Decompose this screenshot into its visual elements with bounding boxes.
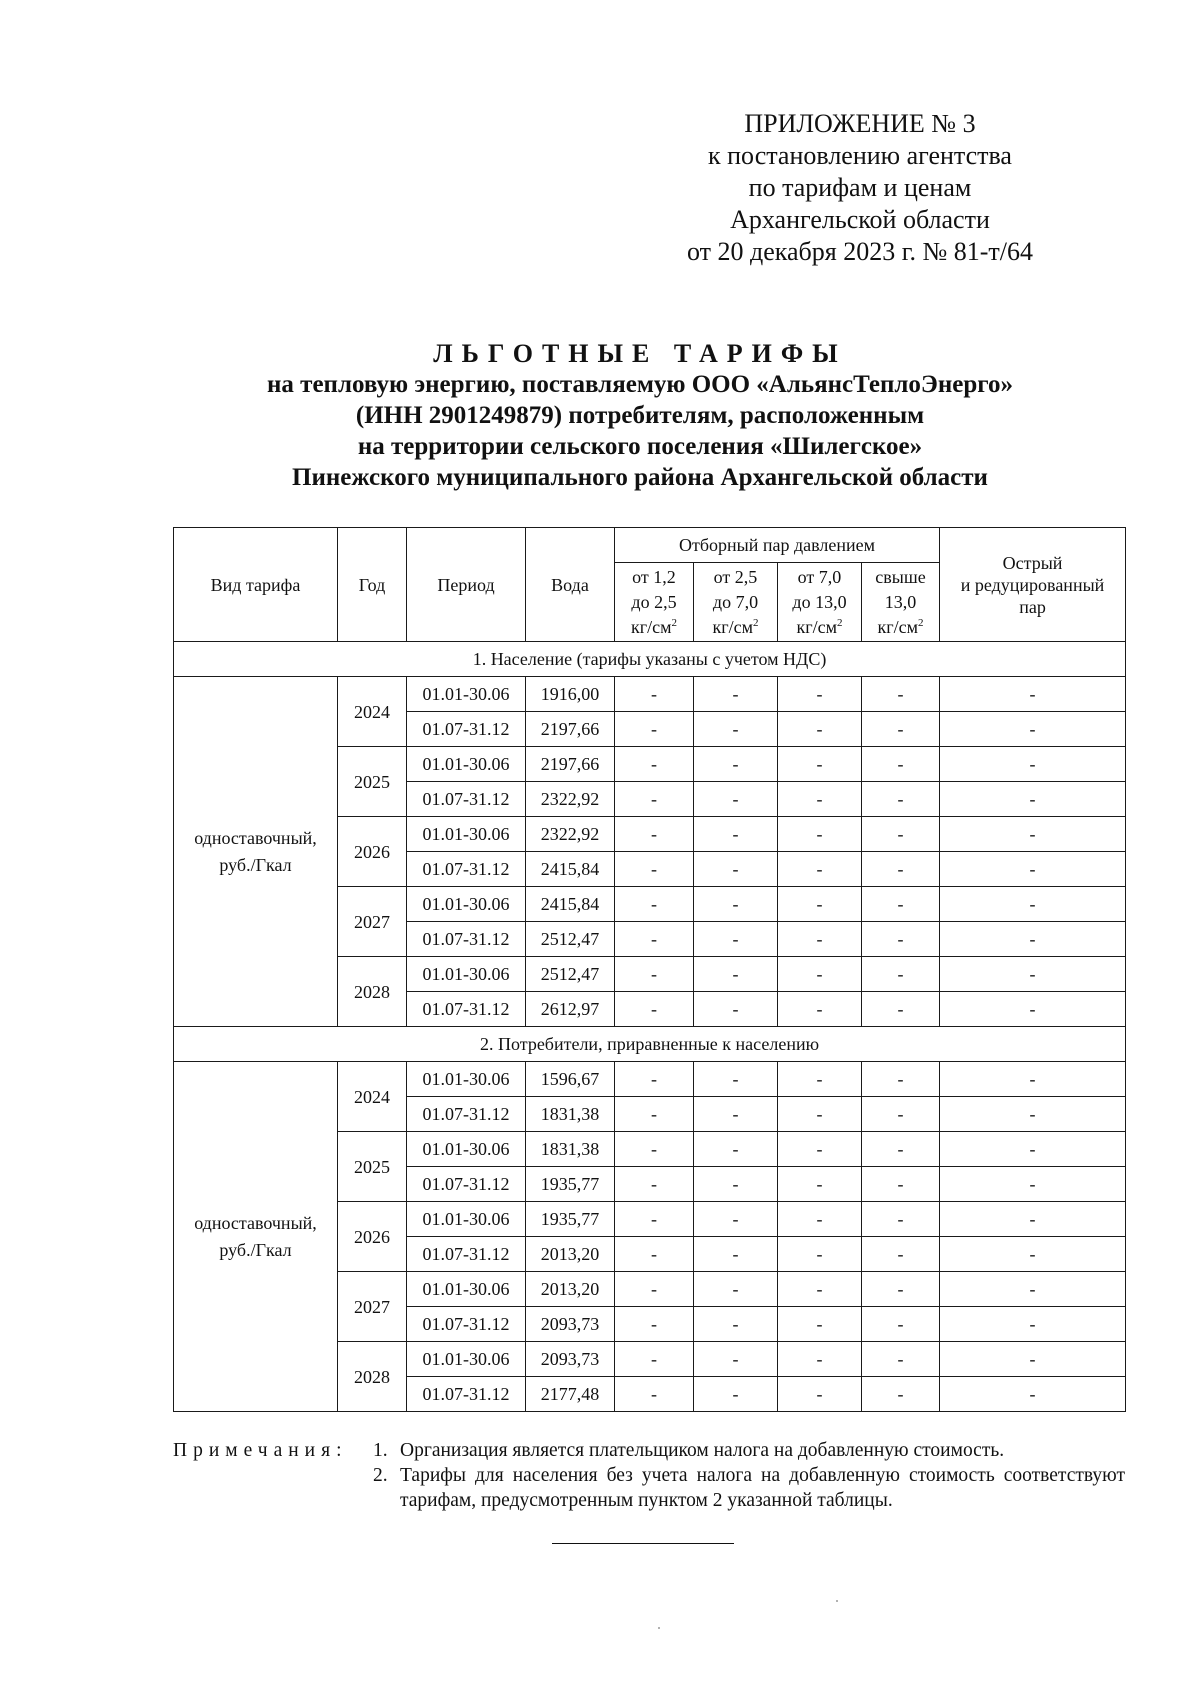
- water-tariff-cell: 1916,00: [526, 677, 615, 712]
- table-row: [174, 1062, 1126, 1097]
- steam-4-cell: -: [862, 1097, 940, 1132]
- steam-4-cell: -: [862, 1377, 940, 1412]
- appendix-line: Архангельской области: [730, 205, 990, 234]
- header-steam-line: от 7,0: [797, 566, 842, 587]
- steam-3-cell: -: [778, 922, 862, 957]
- water-tariff-cell: 2013,20: [526, 1272, 615, 1307]
- steam-1-cell: -: [615, 677, 694, 712]
- steam-4-cell: -: [862, 1307, 940, 1342]
- header-steam-line: до 7,0: [712, 591, 759, 612]
- sharp-steam-cell: -: [940, 817, 1126, 852]
- section-title: 1. Население (тарифы указаны с учетом НДС): [174, 642, 1126, 677]
- steam-3-cell: -: [778, 747, 862, 782]
- year-cell: 2028: [338, 1342, 407, 1412]
- steam-3-cell: -: [778, 1272, 862, 1307]
- tariff-type-line: одноставочный,: [194, 1212, 317, 1233]
- header-steam-line: 13,0: [884, 591, 917, 612]
- scan-speck: [658, 1627, 660, 1629]
- sharp-steam-cell: -: [940, 1307, 1126, 1342]
- header-god: Год: [338, 528, 407, 642]
- steam-4-cell: -: [862, 957, 940, 992]
- appendix-line: к постановлению агентства: [708, 141, 1012, 170]
- sharp-steam-cell: -: [940, 922, 1126, 957]
- period-cell: 01.01-30.06: [407, 817, 526, 852]
- section-title: 2. Потребители, приравненные к населению: [174, 1027, 1126, 1062]
- header-steam-unit: [864, 615, 937, 640]
- steam-1-cell: -: [615, 817, 694, 852]
- steam-4-cell: -: [862, 1062, 940, 1097]
- header-steam-line: свыше: [875, 566, 926, 587]
- notes-list: [373, 1438, 1125, 1513]
- sharp-steam-cell: -: [940, 1062, 1126, 1097]
- period-cell: 01.07-31.12: [407, 1377, 526, 1412]
- steam-3-cell: -: [778, 712, 862, 747]
- steam-3-cell: -: [778, 887, 862, 922]
- steam-4-cell: -: [862, 817, 940, 852]
- appendix-header: [600, 108, 1120, 268]
- period-cell: 01.07-31.12: [407, 1237, 526, 1272]
- tariff-table: [173, 527, 1126, 1412]
- water-tariff-cell: 2612,97: [526, 992, 615, 1027]
- water-tariff-cell: 1831,38: [526, 1097, 615, 1132]
- steam-2-cell: -: [694, 922, 778, 957]
- steam-2-cell: -: [694, 992, 778, 1027]
- period-cell: 01.01-30.06: [407, 1062, 526, 1097]
- steam-4-cell: -: [862, 1237, 940, 1272]
- water-tariff-cell: 2177,48: [526, 1377, 615, 1412]
- sharp-steam-cell: -: [940, 852, 1126, 887]
- tariff-type-unit: руб./Гкал: [219, 854, 292, 875]
- year-cell: 2026: [338, 817, 407, 887]
- water-tariff-cell: 2197,66: [526, 712, 615, 747]
- steam-1-cell: -: [615, 1167, 694, 1202]
- header-voda: Вода: [526, 528, 615, 642]
- steam-2-cell: -: [694, 887, 778, 922]
- unit-text: кг/см: [877, 616, 919, 637]
- header-steam-unit: [696, 615, 775, 640]
- period-cell: 01.07-31.12: [407, 1167, 526, 1202]
- header-ostry-line: пар: [1019, 596, 1046, 617]
- steam-2-cell: -: [694, 1272, 778, 1307]
- title-main: ЛЬГОТНЫЕ ТАРИФЫ: [433, 339, 847, 368]
- period-cell: 01.01-30.06: [407, 1342, 526, 1377]
- steam-4-cell: -: [862, 1272, 940, 1307]
- steam-2-cell: -: [694, 747, 778, 782]
- table-body: [174, 642, 1126, 1412]
- steam-3-cell: -: [778, 1202, 862, 1237]
- tariff-type-line: одноставочный,: [194, 827, 317, 848]
- scan-speck: [836, 1600, 838, 1602]
- period-cell: 01.01-30.06: [407, 957, 526, 992]
- title-line: (ИНН 2901249879) потребителям, расположенным: [355, 402, 925, 429]
- steam-2-cell: -: [694, 1377, 778, 1412]
- period-cell: 01.07-31.12: [407, 712, 526, 747]
- steam-4-cell: -: [862, 992, 940, 1027]
- note-number: 2.: [373, 1465, 388, 1486]
- steam-2-cell: -: [694, 712, 778, 747]
- water-tariff-cell: 2512,47: [526, 922, 615, 957]
- sharp-steam-cell: -: [940, 1202, 1126, 1237]
- period-cell: 01.01-30.06: [407, 1202, 526, 1237]
- steam-1-cell: -: [615, 1307, 694, 1342]
- title-line: Пинежского муниципального района Архангельской области: [292, 464, 988, 491]
- steam-1-cell: -: [615, 922, 694, 957]
- period-cell: 01.07-31.12: [407, 852, 526, 887]
- steam-4-cell: -: [862, 1167, 940, 1202]
- steam-3-cell: -: [778, 1377, 862, 1412]
- period-cell: 01.01-30.06: [407, 677, 526, 712]
- steam-3-cell: -: [778, 852, 862, 887]
- header-steam-line: от 1,2: [632, 566, 676, 587]
- steam-1-cell: -: [615, 747, 694, 782]
- steam-4-cell: -: [862, 782, 940, 817]
- steam-1-cell: -: [615, 957, 694, 992]
- year-cell: 2025: [338, 1132, 407, 1202]
- steam-2-cell: -: [694, 1062, 778, 1097]
- steam-2-cell: -: [694, 1307, 778, 1342]
- steam-2-cell: -: [694, 852, 778, 887]
- period-cell: 01.01-30.06: [407, 887, 526, 922]
- steam-1-cell: -: [615, 1132, 694, 1167]
- water-tariff-cell: 2415,84: [526, 887, 615, 922]
- header-steam-1: [615, 563, 694, 642]
- steam-1-cell: -: [615, 887, 694, 922]
- sharp-steam-cell: -: [940, 1342, 1126, 1377]
- section-row: [174, 1027, 1126, 1062]
- steam-4-cell: -: [862, 1132, 940, 1167]
- table-row: [174, 677, 1126, 712]
- header-steam-3: [778, 563, 862, 642]
- water-tariff-cell: 2322,92: [526, 817, 615, 852]
- steam-4-cell: -: [862, 677, 940, 712]
- steam-4-cell: -: [862, 747, 940, 782]
- steam-3-cell: -: [778, 1342, 862, 1377]
- appendix-date: от 20 декабря 2023 г. № 81-т/64: [686, 237, 1034, 266]
- water-tariff-cell: 1935,77: [526, 1202, 615, 1237]
- unit-sup: 2: [671, 616, 677, 629]
- steam-3-cell: -: [778, 817, 862, 852]
- steam-2-cell: -: [694, 1132, 778, 1167]
- sharp-steam-cell: -: [940, 747, 1126, 782]
- header-ostry-line: и редуцированный: [960, 574, 1105, 595]
- steam-2-cell: -: [694, 1342, 778, 1377]
- steam-3-cell: -: [778, 957, 862, 992]
- steam-2-cell: -: [694, 677, 778, 712]
- steam-2-cell: -: [694, 817, 778, 852]
- steam-1-cell: -: [615, 992, 694, 1027]
- steam-3-cell: -: [778, 1097, 862, 1132]
- steam-4-cell: -: [862, 712, 940, 747]
- sharp-steam-cell: -: [940, 1167, 1126, 1202]
- header-steam-2: [694, 563, 778, 642]
- title-line: на территории сельского поселения «Шилегское»: [357, 433, 923, 460]
- appendix-line: по тарифам и ценам: [748, 173, 972, 202]
- tariff-type-cell: [174, 677, 338, 1027]
- note-text: Тарифы для населения без учета налога на добавленную стоимость соответствуют тарифам, предусмотренным пунктом 2 указанной таблицы.: [400, 1465, 1125, 1511]
- water-tariff-cell: 1935,77: [526, 1167, 615, 1202]
- period-cell: 01.07-31.12: [407, 1097, 526, 1132]
- sharp-steam-cell: -: [940, 1097, 1126, 1132]
- steam-4-cell: -: [862, 1202, 940, 1237]
- sharp-steam-cell: -: [940, 957, 1126, 992]
- steam-1-cell: -: [615, 1272, 694, 1307]
- note-text: Организация является плательщиком налога на добавленную стоимость.: [400, 1440, 1005, 1461]
- period-cell: 01.01-30.06: [407, 1272, 526, 1307]
- steam-2-cell: -: [694, 1167, 778, 1202]
- steam-3-cell: -: [778, 1237, 862, 1272]
- period-cell: 01.01-30.06: [407, 1132, 526, 1167]
- steam-3-cell: -: [778, 1167, 862, 1202]
- year-cell: 2027: [338, 1272, 407, 1342]
- sharp-steam-cell: -: [940, 992, 1126, 1027]
- steam-2-cell: -: [694, 1097, 778, 1132]
- unit-sup: 2: [918, 616, 924, 629]
- header-ostry: [940, 528, 1126, 642]
- sharp-steam-cell: -: [940, 712, 1126, 747]
- tariff-type-cell: [174, 1062, 338, 1412]
- steam-3-cell: -: [778, 992, 862, 1027]
- header-steam-line: от 2,5: [713, 566, 758, 587]
- tariff-type-unit: руб./Гкал: [219, 1239, 292, 1260]
- header-period: Период: [407, 528, 526, 642]
- year-cell: 2024: [338, 1062, 407, 1132]
- water-tariff-cell: 2512,47: [526, 957, 615, 992]
- sharp-steam-cell: -: [940, 1377, 1126, 1412]
- water-tariff-cell: 2322,92: [526, 782, 615, 817]
- steam-3-cell: -: [778, 677, 862, 712]
- year-cell: 2026: [338, 1202, 407, 1272]
- header-steam-4: [862, 563, 940, 642]
- steam-1-cell: -: [615, 852, 694, 887]
- header-steam-group: Отборный пар давлением: [615, 528, 940, 563]
- header-steam-line: до 13,0: [792, 591, 847, 612]
- water-tariff-cell: 2093,73: [526, 1342, 615, 1377]
- steam-4-cell: -: [862, 922, 940, 957]
- steam-4-cell: -: [862, 1342, 940, 1377]
- section-row: [174, 642, 1126, 677]
- water-tariff-cell: 2093,73: [526, 1307, 615, 1342]
- steam-3-cell: -: [778, 1132, 862, 1167]
- year-cell: 2028: [338, 957, 407, 1027]
- steam-2-cell: -: [694, 957, 778, 992]
- sharp-steam-cell: -: [940, 677, 1126, 712]
- document-title: [60, 338, 1200, 493]
- header-ostry-line: Острый: [1002, 552, 1063, 573]
- note-number: 1.: [373, 1440, 388, 1461]
- steam-3-cell: -: [778, 1062, 862, 1097]
- steam-3-cell: -: [778, 782, 862, 817]
- steam-2-cell: -: [694, 782, 778, 817]
- steam-2-cell: -: [694, 1202, 778, 1237]
- period-cell: 01.07-31.12: [407, 992, 526, 1027]
- steam-1-cell: -: [615, 782, 694, 817]
- appendix-number: ПРИЛОЖЕНИЕ № 3: [744, 109, 976, 138]
- steam-1-cell: -: [615, 1062, 694, 1097]
- unit-text: кг/см: [712, 616, 753, 637]
- notes-label: Примечания:: [173, 1440, 348, 1461]
- period-cell: 01.01-30.06: [407, 747, 526, 782]
- unit-sup: 2: [753, 616, 759, 629]
- steam-1-cell: -: [615, 712, 694, 747]
- steam-3-cell: -: [778, 1307, 862, 1342]
- year-cell: 2027: [338, 887, 407, 957]
- header-steam-unit: [780, 615, 859, 640]
- year-cell: 2024: [338, 677, 407, 747]
- unit-sup: 2: [837, 616, 843, 629]
- steam-4-cell: -: [862, 852, 940, 887]
- sharp-steam-cell: -: [940, 782, 1126, 817]
- sharp-steam-cell: -: [940, 1272, 1126, 1307]
- water-tariff-cell: 1831,38: [526, 1132, 615, 1167]
- period-cell: 01.07-31.12: [407, 782, 526, 817]
- period-cell: 01.07-31.12: [407, 1307, 526, 1342]
- sharp-steam-cell: -: [940, 887, 1126, 922]
- header-steam-unit: [617, 615, 691, 640]
- header-steam-line: до 2,5: [631, 591, 677, 612]
- title-line: на тепловую энергию, поставляемую ООО «АльянсТеплоЭнерго»: [267, 371, 1013, 398]
- steam-1-cell: -: [615, 1377, 694, 1412]
- steam-1-cell: -: [615, 1202, 694, 1237]
- water-tariff-cell: 2013,20: [526, 1237, 615, 1272]
- note-item: [373, 1463, 1125, 1513]
- water-tariff-cell: 2415,84: [526, 852, 615, 887]
- steam-2-cell: -: [694, 1237, 778, 1272]
- header-vid: Вид тарифа: [174, 528, 338, 642]
- sharp-steam-cell: -: [940, 1132, 1126, 1167]
- year-cell: 2025: [338, 747, 407, 817]
- table-header-row: [174, 528, 1126, 563]
- period-cell: 01.07-31.12: [407, 922, 526, 957]
- closing-rule: [552, 1543, 734, 1544]
- sharp-steam-cell: -: [940, 1237, 1126, 1272]
- steam-1-cell: -: [615, 1237, 694, 1272]
- steam-4-cell: -: [862, 887, 940, 922]
- water-tariff-cell: 2197,66: [526, 747, 615, 782]
- steam-1-cell: -: [615, 1342, 694, 1377]
- steam-1-cell: -: [615, 1097, 694, 1132]
- note-item: [373, 1438, 1125, 1463]
- unit-text: кг/см: [796, 616, 837, 637]
- unit-text: кг/см: [630, 616, 672, 637]
- water-tariff-cell: 1596,67: [526, 1062, 615, 1097]
